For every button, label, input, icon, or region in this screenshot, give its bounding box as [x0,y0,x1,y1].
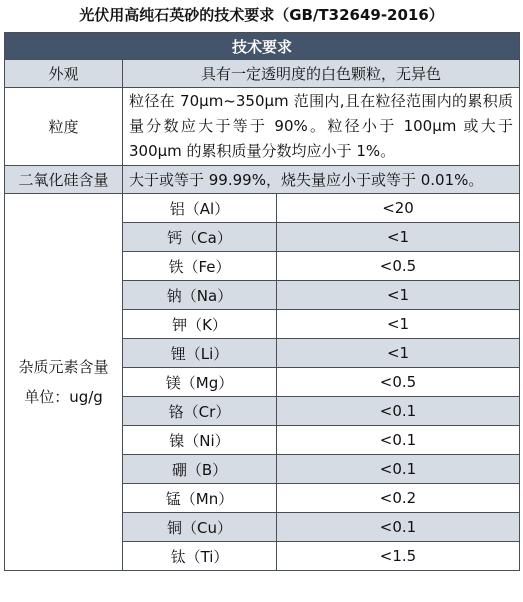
element-limit: <0.1 [277,397,520,426]
element-limit: <1 [277,281,520,310]
appearance-value: 具有一定透明度的白色颗粒，无异色 [123,60,520,88]
element-name: 硼（B） [123,455,277,484]
element-limit: <0.5 [277,252,520,281]
impurity-label [5,194,123,571]
element-limit: <20 [277,194,520,223]
element-name: 镍（Ni） [123,426,277,455]
element-name: 铜（Cu） [123,513,277,542]
element-limit: <1.5 [277,542,520,571]
element-limit: <1 [277,223,520,252]
appearance-row [5,60,520,88]
table-row [5,194,520,223]
impurity-section [5,194,520,571]
granularity-row [5,88,520,166]
element-limit: <1 [277,310,520,339]
table-header: 技术要求 [5,33,520,60]
element-limit: <0.5 [277,368,520,397]
element-name: 锂（Li） [123,339,277,368]
element-name: 锰（Mn） [123,484,277,513]
element-limit: <0.1 [277,513,520,542]
element-name: 钙（Ca） [123,223,277,252]
element-name: 铝（Al） [123,194,277,223]
sio2-row [5,166,520,194]
element-name: 铬（Cr） [123,397,277,426]
element-limit: <1 [277,339,520,368]
element-name: 钠（Na） [123,281,277,310]
document-title: 光伏用高纯石英砂的技术要求（GB/T32649-2016） [79,6,444,24]
sio2-label: 二氧化硅含量 [5,166,123,194]
element-name: 钾（K） [123,310,277,339]
tech-requirements-table [4,32,520,571]
granularity-label: 粒度 [5,88,123,166]
impurity-label-line2: 单位：ug/g [24,388,103,406]
element-name: 铁（Fe） [123,252,277,281]
element-name: 钛（Ti） [123,542,277,571]
granularity-value: 粒径在 70μm~350μm 范围内,且在粒径范围内的累积质量分数应大于等于 90%。粒径小于 100μm 或大于 300μm 的累积质量分数均应小于 1%。 [123,88,520,166]
sio2-value: 大于或等于 99.99%，烧失量应小于或等于 0.01%。 [123,166,520,194]
table-header-row [5,33,520,60]
element-name: 镁（Mg） [123,368,277,397]
element-limit: <0.2 [277,484,520,513]
element-limit: <0.1 [277,455,520,484]
element-limit: <0.1 [277,426,520,455]
appearance-label: 外观 [5,60,123,88]
impurity-label-line1: 杂质元素含量 [18,358,109,376]
